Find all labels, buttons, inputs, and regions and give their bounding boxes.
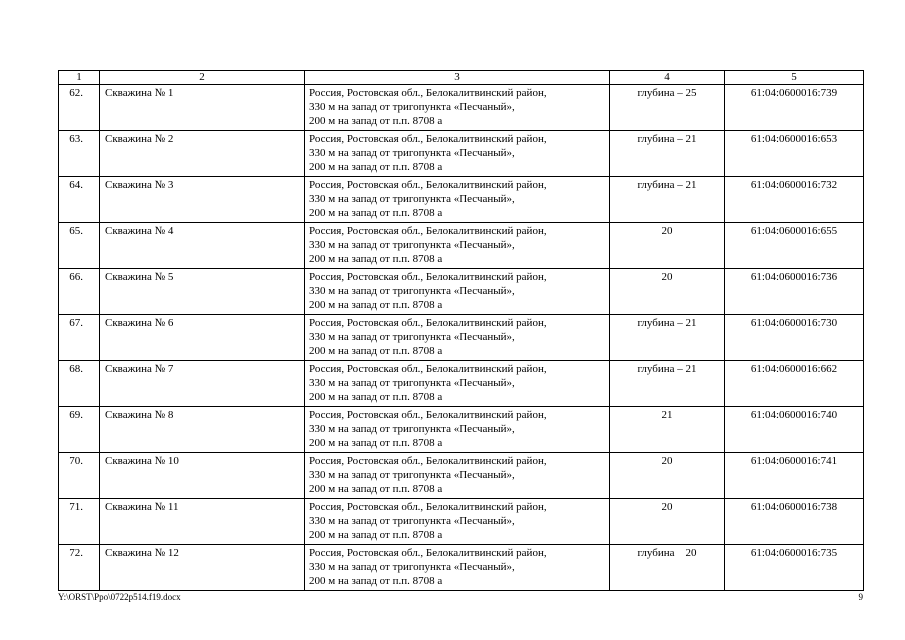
footer-page-number: 9: [858, 592, 863, 602]
depth-cell: 20: [610, 453, 725, 499]
table-header-row: [59, 71, 864, 85]
column-header-4: 4: [610, 71, 725, 85]
table-row: [59, 177, 864, 223]
table-row: [59, 361, 864, 407]
row-number-cell: 69.: [59, 407, 100, 453]
location-cell: [305, 85, 610, 131]
location-line: 330 м на запад от тригопункта «Песчаный»,: [309, 193, 515, 205]
cadastral-number-cell: 61:04:0600016:741: [725, 453, 864, 499]
column-header-1: 1: [59, 71, 100, 85]
location-line: Россия, Ростовская обл., Белокалитвинский район,: [309, 363, 547, 375]
location-cell: [305, 361, 610, 407]
table-row: [59, 223, 864, 269]
row-number-cell: 66.: [59, 269, 100, 315]
row-number-cell: 71.: [59, 499, 100, 545]
row-number-cell: 62.: [59, 85, 100, 131]
location-line: 330 м на запад от тригопункта «Песчаный»,: [309, 377, 515, 389]
location-line: 330 м на запад от тригопункта «Песчаный»,: [309, 147, 515, 159]
location-line: Россия, Ростовская обл., Белокалитвинский район,: [309, 271, 547, 283]
cadastral-number-cell: 61:04:0600016:740: [725, 407, 864, 453]
depth-cell: глубина 20: [610, 545, 725, 591]
location-line: 200 м на запад от п.п. 8708 а: [309, 575, 443, 587]
footer-file-path: Y:\ORST\Ppo\0722p514.f19.docx: [58, 592, 181, 602]
well-name-cell: Скважина № 1: [100, 85, 305, 131]
well-name-cell: Скважина № 12: [100, 545, 305, 591]
row-number-cell: 68.: [59, 361, 100, 407]
column-header-3: 3: [305, 71, 610, 85]
well-name-cell: Скважина № 4: [100, 223, 305, 269]
cadastral-number-cell: 61:04:0600016:739: [725, 85, 864, 131]
location-line: 330 м на запад от тригопункта «Песчаный»,: [309, 239, 515, 251]
location-line: 330 м на запад от тригопункта «Песчаный»,: [309, 423, 515, 435]
depth-cell: глубина – 25: [610, 85, 725, 131]
location-line: Россия, Ростовская обл., Белокалитвинский район,: [309, 133, 547, 145]
location-cell: [305, 223, 610, 269]
location-line: 200 м на запад от п.п. 8708 а: [309, 391, 443, 403]
well-name-cell: Скважина № 10: [100, 453, 305, 499]
location-cell: [305, 453, 610, 499]
well-name-cell: Скважина № 6: [100, 315, 305, 361]
location-line: 200 м на запад от п.п. 8708 а: [309, 253, 443, 265]
location-line: 330 м на запад от тригопункта «Песчаный»,: [309, 469, 515, 481]
location-line: 200 м на запад от п.п. 8708 а: [309, 299, 443, 311]
cadastral-number-cell: 61:04:0600016:662: [725, 361, 864, 407]
table-row: [59, 545, 864, 591]
cadastral-number-cell: 61:04:0600016:738: [725, 499, 864, 545]
cadastral-number-cell: 61:04:0600016:735: [725, 545, 864, 591]
depth-cell: глубина – 21: [610, 315, 725, 361]
well-name-cell: Скважина № 11: [100, 499, 305, 545]
row-number-cell: 65.: [59, 223, 100, 269]
location-cell: [305, 499, 610, 545]
wells-table: [58, 70, 864, 591]
location-line: 330 м на запад от тригопункта «Песчаный»,: [309, 331, 515, 343]
table-row: [59, 131, 864, 177]
well-name-cell: Скважина № 7: [100, 361, 305, 407]
depth-cell: 20: [610, 499, 725, 545]
location-line: 200 м на запад от п.п. 8708 а: [309, 161, 443, 173]
column-header-5: 5: [725, 71, 864, 85]
cadastral-number-cell: 61:04:0600016:653: [725, 131, 864, 177]
table-row: [59, 499, 864, 545]
depth-cell: 21: [610, 407, 725, 453]
depth-cell: 20: [610, 223, 725, 269]
well-name-cell: Скважина № 8: [100, 407, 305, 453]
location-line: 200 м на запад от п.п. 8708 а: [309, 437, 443, 449]
row-number-cell: 67.: [59, 315, 100, 361]
location-line: 200 м на запад от п.п. 8708 а: [309, 529, 443, 541]
location-line: Россия, Ростовская обл., Белокалитвинский район,: [309, 409, 547, 421]
location-cell: [305, 177, 610, 223]
location-line: 330 м на запад от тригопункта «Песчаный»,: [309, 101, 515, 113]
cadastral-number-cell: 61:04:0600016:736: [725, 269, 864, 315]
cadastral-number-cell: 61:04:0600016:730: [725, 315, 864, 361]
row-number-cell: 63.: [59, 131, 100, 177]
depth-cell: глубина – 21: [610, 131, 725, 177]
location-line: Россия, Ростовская обл., Белокалитвинский район,: [309, 87, 547, 99]
row-number-cell: 64.: [59, 177, 100, 223]
location-line: Россия, Ростовская обл., Белокалитвинский район,: [309, 455, 547, 467]
location-line: 330 м на запад от тригопункта «Песчаный»,: [309, 515, 515, 527]
location-line: 200 м на запад от п.п. 8708 а: [309, 207, 443, 219]
depth-cell: глубина – 21: [610, 177, 725, 223]
depth-cell: 20: [610, 269, 725, 315]
table-row: [59, 315, 864, 361]
location-cell: [305, 545, 610, 591]
row-number-cell: 70.: [59, 453, 100, 499]
location-line: Россия, Ростовская обл., Белокалитвинский район,: [309, 501, 547, 513]
location-line: 330 м на запад от тригопункта «Песчаный»,: [309, 285, 515, 297]
table-row: [59, 85, 864, 131]
table-row: [59, 407, 864, 453]
cadastral-number-cell: 61:04:0600016:732: [725, 177, 864, 223]
location-line: 200 м на запад от п.п. 8708 а: [309, 115, 443, 127]
row-number-cell: 72.: [59, 545, 100, 591]
column-header-2: 2: [100, 71, 305, 85]
location-line: 200 м на запад от п.п. 8708 а: [309, 345, 443, 357]
location-cell: [305, 315, 610, 361]
location-line: 200 м на запад от п.п. 8708 а: [309, 483, 443, 495]
location-line: 330 м на запад от тригопункта «Песчаный»,: [309, 561, 515, 573]
location-line: Россия, Ростовская обл., Белокалитвинский район,: [309, 225, 547, 237]
location-cell: [305, 407, 610, 453]
well-name-cell: Скважина № 2: [100, 131, 305, 177]
location-cell: [305, 269, 610, 315]
location-line: Россия, Ростовская обл., Белокалитвинский район,: [309, 317, 547, 329]
well-name-cell: Скважина № 5: [100, 269, 305, 315]
table-row: [59, 269, 864, 315]
well-name-cell: Скважина № 3: [100, 177, 305, 223]
location-line: Россия, Ростовская обл., Белокалитвинский район,: [309, 179, 547, 191]
depth-cell: глубина – 21: [610, 361, 725, 407]
location-line: Россия, Ростовская обл., Белокалитвинский район,: [309, 547, 547, 559]
table-row: [59, 453, 864, 499]
cadastral-number-cell: 61:04:0600016:655: [725, 223, 864, 269]
location-cell: [305, 131, 610, 177]
